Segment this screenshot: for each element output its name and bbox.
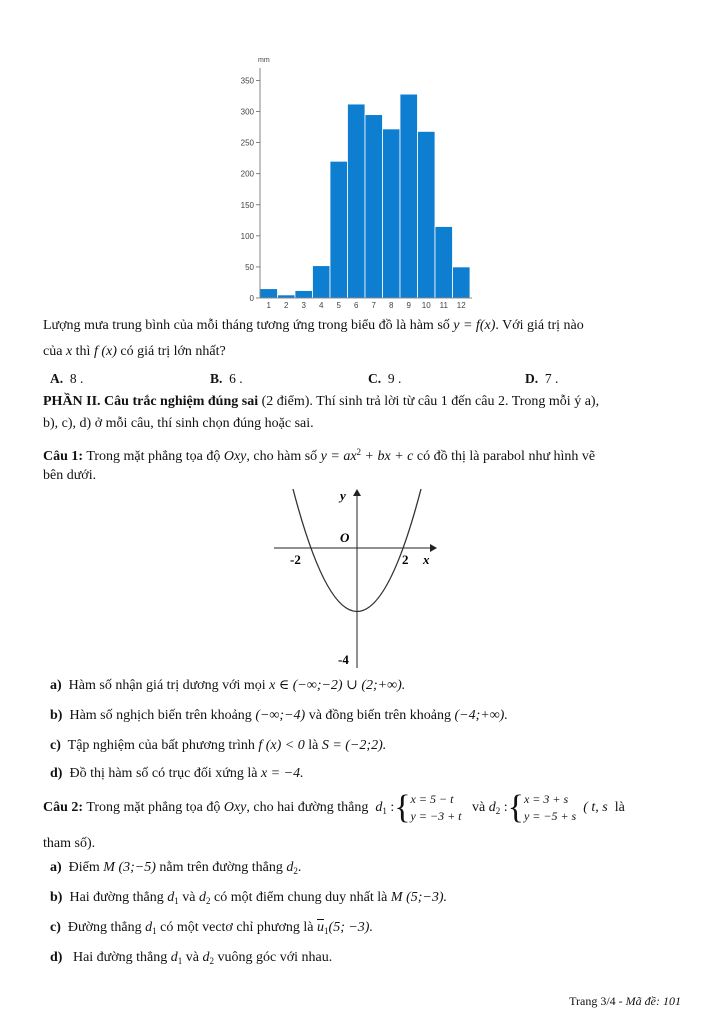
y-tick-label: 200 [240,169,254,179]
rain-question-line1: Lượng mưa trung bình của mỗi tháng tương ứng trong biểu đồ là hàm số y = f(x). Với giá trị nào [43,318,584,333]
choice-c[interactable]: C. 9 . [368,371,402,386]
bar-month-1 [260,289,278,298]
x-tick-label: 9 [406,301,411,310]
y-tick-label: 0 [249,294,254,303]
graph-label-pos2: 2 [402,552,409,567]
x-tick-label: 12 [456,301,466,310]
bar-month-9 [400,94,418,298]
bar-month-10 [418,131,436,298]
page-footer: Trang 3/4 - Mã đề: 101 [569,994,681,1008]
x-tick-label: 8 [389,301,394,310]
bar-month-3 [295,291,313,298]
bar-month-4 [313,266,331,298]
x-tick-label: 7 [371,301,376,310]
parabola-graph [270,484,446,670]
choice-d[interactable]: D. 7 . [525,371,559,386]
bar-month-5 [330,161,348,298]
x-tick-label: 5 [336,301,341,310]
y-tick-label: 50 [245,262,254,272]
cau2-item-c: c) Đường thẳng $d_1$ có một vectơ chỉ phương là $\overline{u}_1(5$; −3). [50,920,373,936]
bar-month-7 [365,115,383,298]
x-tick-label: 11 [439,301,448,310]
cau2-item-a: a) Điểm M (3;−5) nằm trên đường thẳng $d_2$. [50,860,302,876]
part2-instruction: b), c), d) ở mỗi câu, thí sinh chọn đúng hoặc sai. [43,416,314,431]
bar-month-11 [435,227,453,298]
y-unit-label: mm [258,57,270,64]
bar-month-8 [383,129,401,298]
cau1-stem-2: bên dưới. [43,468,97,483]
cau1-item-a: a) Hàm số nhận giá trị dương với mọi x ∈ (−∞;−2) ∪ (2;+∞). [50,678,406,693]
x-tick-label: 1 [266,301,271,310]
x-tick-label: 10 [421,301,431,310]
choice-a[interactable]: A. 8 . [50,371,84,386]
graph-y-label: y [340,488,346,503]
x-tick-label: 4 [319,301,324,310]
cau1-stem: Câu 1: Trong mặt phẳng tọa độ Oxy, cho hàm số $y = ax^2$ + bx + c có đồ thị là parabol như hình vẽ [43,447,596,464]
part2-heading: PHẦN II. Câu trắc nghiệm đúng sai (2 điểm). Thí sinh trả lời từ câu 1 đến câu 2. Trong mỗi ý a), [43,394,600,409]
graph-label-neg2: -2 [290,552,301,567]
left-brace: { [394,788,411,826]
cau1-item-c: c) Tập nghiệm của bất phương trình f (x) < 0 là S = (−2;2). [50,738,387,753]
left-brace: { [507,788,524,826]
y-tick-label: 350 [240,76,254,86]
x-tick-label: 6 [354,301,359,310]
graph-label-neg4: -4 [338,652,349,667]
cau2-item-b: b) Hai đường thẳng $d_1$ và $d_2$ có một điểm chung duy nhất là M (5;−3). [50,890,448,906]
y-tick-label: 150 [240,200,254,210]
y-tick-label: 100 [240,231,254,241]
rain-question-line2: của x thì f (x) có giá trị lớn nhất? [43,344,226,359]
cau2-stem: Câu 2: Trong mặt phẳng tọa độ Oxy, cho hai đường thẳng $d_1$ :{x = 5 − t y = −3 + t và $d_2$ :{x = 3 + s y = −5 + s ( t, s là [43,788,625,826]
d1-system: x = 5 − t y = −3 + t [410,791,462,823]
cau2-stem-2: tham số). [43,836,96,851]
bar-month-6 [348,104,366,298]
choice-b[interactable]: B. 6 . [210,371,243,386]
d2-system: x = 3 + s y = −5 + s [523,791,577,823]
x-tick-label: 2 [284,301,289,310]
y-tick-label: 300 [240,107,254,117]
x-tick-label: 3 [301,301,306,310]
cau2-item-d: d) Hai đường thẳng $d_1$ và $d_2$ vuông góc với nhau. [50,950,333,966]
cau1-item-b: b) Hàm số nghịch biến trên khoảng (−∞;−4) và đồng biến trên khoảng (−4;+∞). [50,708,508,723]
bar-month-12 [453,267,471,298]
y-tick-label: 250 [240,138,254,148]
graph-origin-label: O [340,530,350,545]
bar-month-2 [278,295,296,298]
rainfall-bar-chart [225,48,485,310]
cau1-item-d: d) Đồ thị hàm số có trục đối xứng là x = −4. [50,766,304,781]
graph-x-label: x [423,552,430,567]
